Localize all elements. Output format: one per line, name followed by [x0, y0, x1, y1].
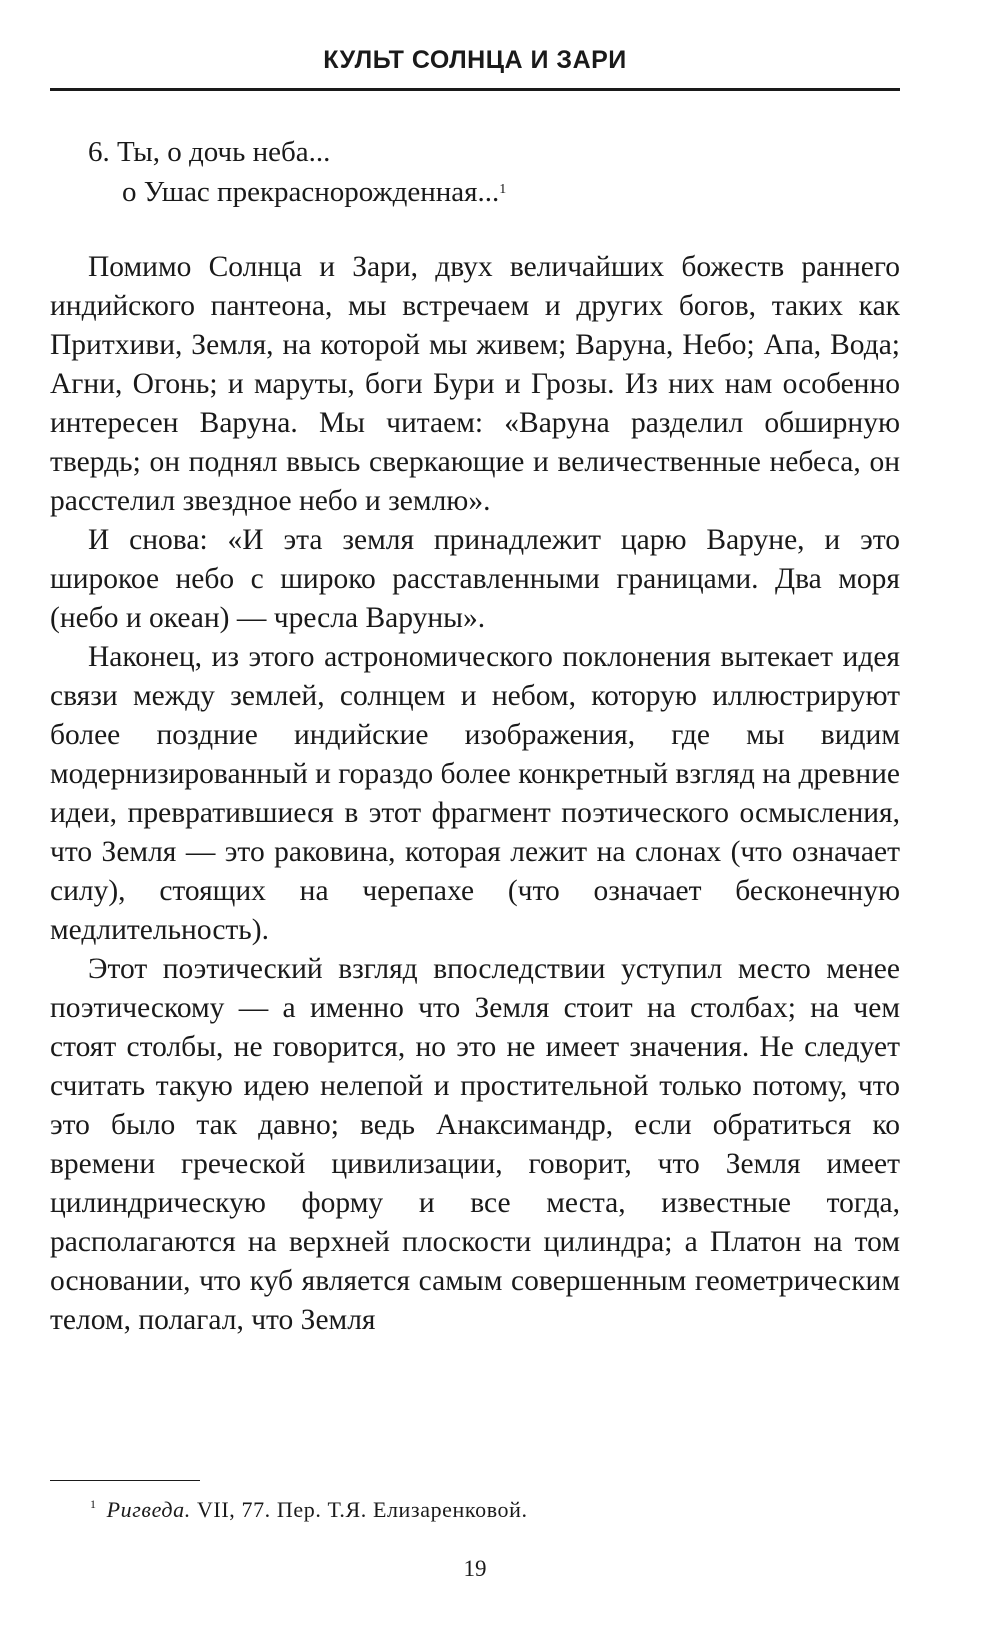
- paragraph-1: Помимо Солнца и Зари, двух величайших божеств раннего индийского пантеона, мы встречаем и других богов, таких как Притхиви, Земля, на которой мы живем; Варуна, Небо; Апа, Вода; Агни, Огонь; и маруты, боги Бури и Грозы. Из них нам особенно интересен Варуна. Мы читаем: «Варуна разделил обширную твердь; он поднял ввысь сверкающие и величественные небеса, он расстелил звездное небо и землю».: [50, 251, 900, 517]
- verse-quote: [88, 132, 506, 212]
- page-number: 19: [463, 1556, 487, 1581]
- footnote-reference-mark: 1: [499, 182, 507, 197]
- verse-line-2-text: о Ушас прекраснорожденная...: [122, 176, 500, 208]
- running-header: КУЛЬТ СОЛНЦА И ЗАРИ: [323, 46, 627, 74]
- verse-line-2: [88, 172, 506, 212]
- footnote: [90, 1497, 528, 1523]
- body-text: [50, 248, 900, 1340]
- paragraph-2: И снова: «И эта земля принадлежит царю Варуне, и это широкое небо с широко расставленными границами. Два моря (небо и океан) — чресла Варуны».: [50, 524, 900, 634]
- footnote-source: Ригведа.: [106, 1497, 191, 1522]
- footnote-reference: VII, 77. Пер. Т.Я. Елизаренковой.: [196, 1497, 528, 1522]
- paragraph-4: Этот поэтический взгляд впоследствии уступил место менее поэтическому — а именно что Земля стоит на столбах; на чем стоят столбы, не говорится, но это не имеет значения. Не следует считать такую идею нелепой и простительной только потому, что это было так давно; ведь Анаксимандр, если обратиться ко времени греческой цивилизации, говорит, что Земля имеет цилиндрическую форму и все места, известные тогда, располагаются на верхней плоскости цилиндра; а Платон на том основании, что куб является самым совершенным геометрическим телом, полагал, что Земля: [50, 953, 900, 1336]
- paragraph-3: Наконец, из этого астрономического поклонения вытекает идея связи между землей, солнцем и небом, которую иллюстрируют более поздние индийские изображения, где мы видим модернизированный и гораздо более конкретный взгляд на древние идеи, превратившиеся в этот фрагмент поэтического осмысления, что Земля — это раковина, которая лежит на слонах (что означает силу), стоящих на черепахе (что означает бесконечную медлительность).: [50, 641, 900, 946]
- footnote-rule: [50, 1480, 200, 1481]
- header-rule: [50, 88, 900, 91]
- footnote-mark: 1: [90, 1497, 97, 1511]
- verse-line-1: 6. Ты, о дочь неба...: [88, 136, 331, 168]
